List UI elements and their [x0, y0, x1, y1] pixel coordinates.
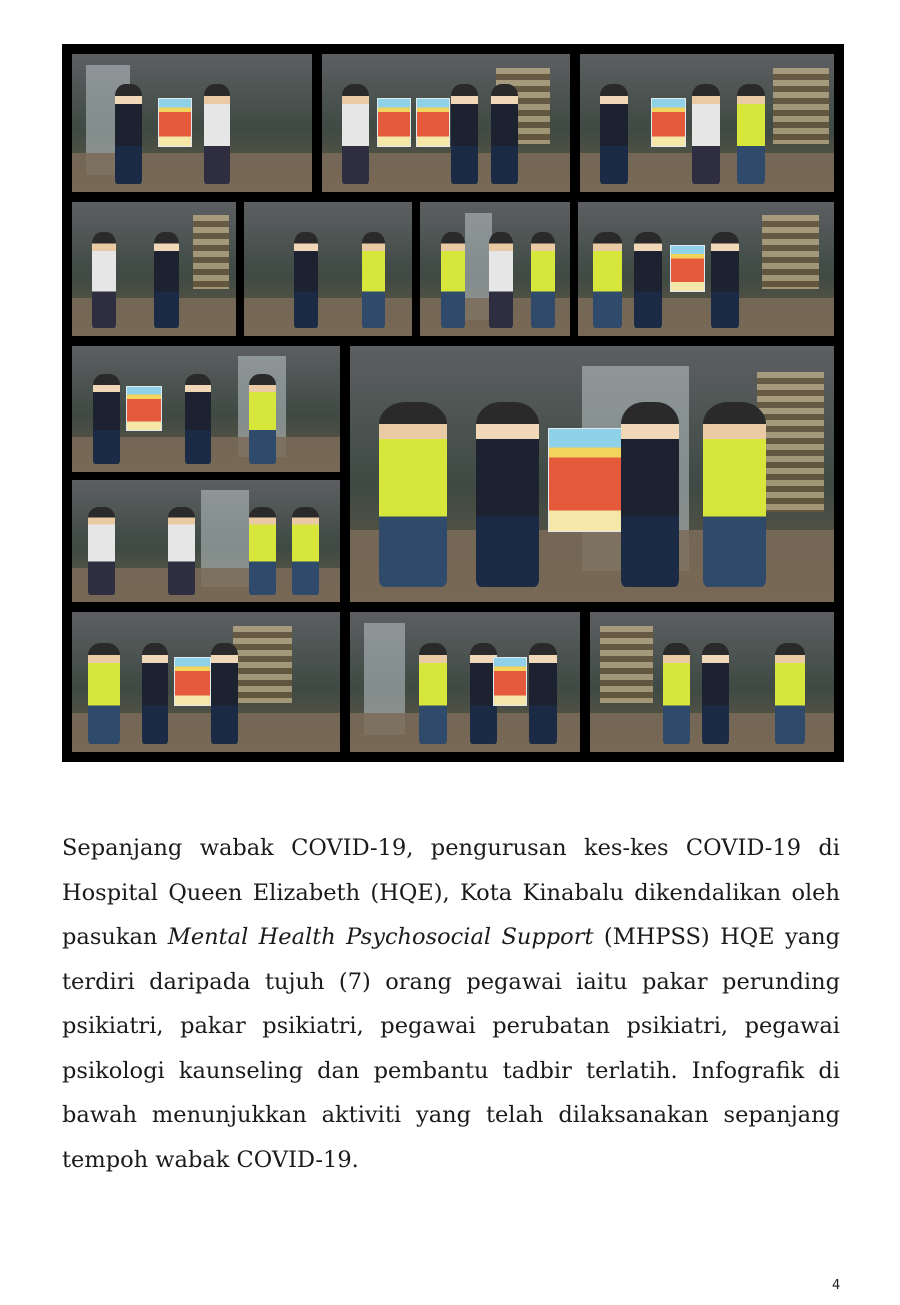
body-text-italic: Mental Health Psychosocial Support: [167, 924, 594, 950]
collage-photo-8: [72, 346, 340, 472]
collage-photo-13: [590, 612, 834, 752]
collage-photo-4: [72, 202, 236, 336]
body-text-part2: (MHPSS) HQE yang terdiri daripada tujuh (7) orang pegawai iaitu pakar perunding psikiatri, pakar psikiatri, pegawai perubatan psikiatri, pegawai psikologi kaunseling dan pembantu tadbir terlatih. Infografik di bawah menunjukkan aktiviti yang telah dilaksanakan sepanjang tempoh wabak COVID-19.: [62, 924, 840, 1173]
collage-photo-9: [72, 480, 340, 602]
collage-photo-2: [322, 54, 570, 192]
page-number: 4: [832, 1278, 841, 1293]
body-paragraph: [62, 826, 840, 1182]
collage-photo-12: [350, 612, 580, 752]
collage-photo-1: [72, 54, 312, 192]
collage-photo-10: [350, 346, 834, 602]
collage-photo-7: [578, 202, 834, 336]
photo-collage: [62, 44, 844, 762]
body-text-part1: Sepanjang wabak COVID-19, pengurusan kes-kes COVID-19 di Hospital Queen Elizabeth (HQE), Kota Kinabalu dikendalikan oleh pasukan: [62, 835, 840, 950]
collage-photo-6: [420, 202, 570, 336]
collage-photo-11: [72, 612, 340, 752]
collage-photo-5: [244, 202, 412, 336]
collage-photo-3: [580, 54, 834, 192]
